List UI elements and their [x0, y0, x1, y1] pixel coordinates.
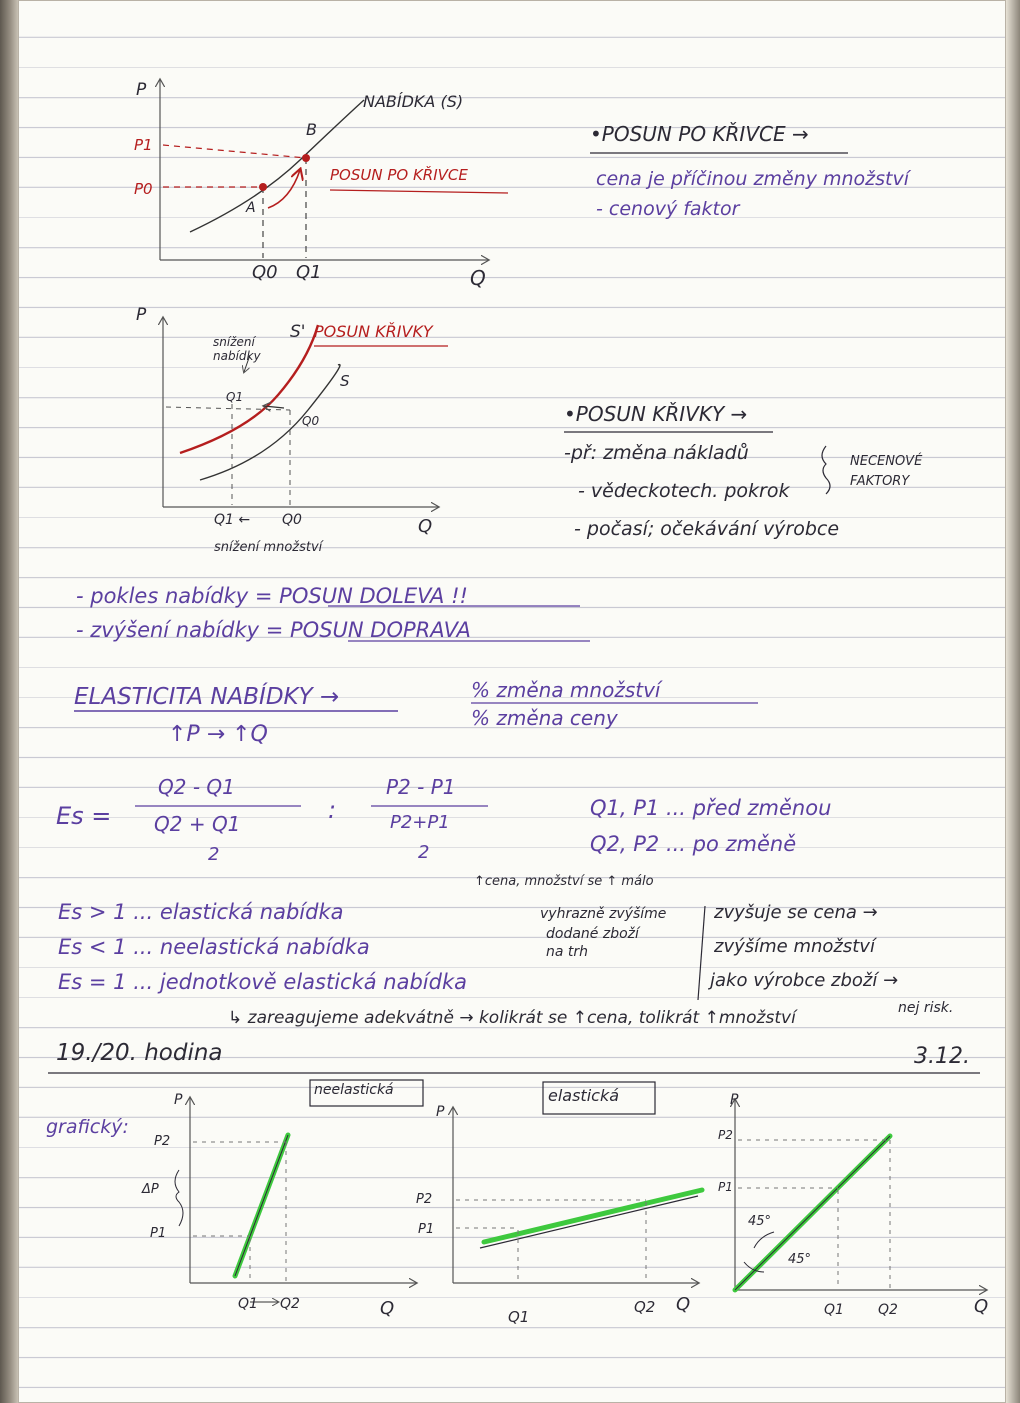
notebook-page — [18, 0, 1006, 1403]
graph2-q1-point: Q1 — [226, 390, 244, 404]
graph1-point-b-label: B — [306, 120, 317, 139]
right-note-1: zvyšuje se cena → — [714, 902, 878, 923]
g2-p: P — [436, 1104, 445, 1120]
elasticity-ratio-top: % změna množství — [471, 678, 661, 702]
formula-num1: Q2 - Q1 — [158, 775, 235, 799]
g1-box: neelastická — [314, 1082, 394, 1098]
notes2-line2: - vědeckotech. pokrok — [578, 480, 790, 502]
graph1-point-a — [259, 183, 267, 191]
formula-num2: P2 - P1 — [386, 775, 456, 799]
g1-p2: P2 — [154, 1134, 171, 1149]
g2-p2: P2 — [416, 1192, 433, 1207]
graph1-p0: P0 — [134, 180, 153, 198]
bottom-graph3-axes — [735, 1100, 986, 1290]
elasticity-title: ELASTICITA NABÍDKY → — [74, 684, 340, 710]
graph2-axis-p: P — [136, 305, 147, 325]
graph2-bottom-note: snížení množství — [214, 540, 323, 555]
graph1-q0: Q0 — [252, 262, 278, 283]
notes1-line2: - cenový faktor — [596, 198, 740, 220]
graph2-axis-q: Q — [418, 516, 433, 537]
g3-q2: Q2 — [878, 1302, 898, 1318]
formula-den2: P2+P1 — [390, 812, 450, 833]
graphs-label: grafický: — [46, 1116, 129, 1138]
formula-colon: : — [328, 796, 337, 824]
formula-lhs: Es = — [56, 802, 112, 830]
formula-den2b: 2 — [418, 842, 430, 863]
adequate-note: ↳ zareagujeme adekvátně → kolikrát se ↑cena, tolikrát ↑množství — [228, 1008, 796, 1028]
graph1-move-arrow — [268, 170, 300, 208]
notebook-binding — [0, 0, 18, 1403]
graph2-left-note: snížení nabídky — [213, 335, 261, 363]
notes1-line1: cena je příčinou změny množství — [596, 168, 910, 190]
shift-line2: - zvýšení nabídky = POSUN DOPRAVA — [76, 618, 471, 642]
g1-p: P — [174, 1092, 183, 1108]
page-edge — [1006, 0, 1020, 1403]
graph2-q1-axis: Q1 ← — [214, 512, 251, 528]
graph2-shift-label: POSUN KŘIVKY — [314, 322, 433, 341]
small-note: ↑cena, množství se ↑ málo — [474, 874, 654, 889]
notes2-line1: -př: změna nákladů — [564, 442, 749, 464]
g1-q: Q — [380, 1298, 395, 1319]
graph1-point-a-label: A — [246, 200, 256, 216]
side-note-1: vyhrazně zvýšíme — [540, 906, 667, 922]
side-note-3: na trh — [546, 944, 589, 960]
g1-q1: Q1 — [238, 1296, 258, 1312]
lesson-title: 19./20. hodina — [56, 1040, 223, 1066]
bottom-graph1-axes — [190, 1098, 416, 1283]
notes2-line3: - počasí; očekávání výrobce — [574, 518, 840, 540]
shift-line1: - pokles nabídky = POSUN DOLEVA !! — [76, 584, 468, 608]
g3-angle1: 45° — [748, 1214, 772, 1229]
g2-q1: Q1 — [508, 1308, 530, 1326]
right-note-2: zvýšíme množství — [714, 936, 875, 957]
formula-legend2: Q2, P2 ... po změně — [590, 832, 797, 856]
formula-den1b: 2 — [208, 844, 220, 865]
g1-q2: Q2 — [280, 1296, 300, 1312]
formula-legend1: Q1, P1 ... před změnou — [590, 796, 832, 820]
graph1-arrow-label: POSUN PO KŘIVCE — [330, 166, 468, 184]
g2-q2: Q2 — [634, 1298, 656, 1316]
g2-q: Q — [676, 1294, 691, 1315]
graph1-p1: P1 — [134, 136, 153, 154]
graph1-axis-q: Q — [470, 266, 486, 290]
g1-dp: ΔP — [142, 1182, 159, 1197]
g2-box: elastická — [548, 1086, 620, 1105]
g3-angle2: 45° — [788, 1252, 812, 1267]
g3-p: P — [730, 1092, 739, 1108]
right-note-3: jako výrobce zboží → — [710, 970, 899, 991]
right-note-4: nej risk. — [898, 1000, 954, 1016]
notes1-heading: •POSUN PO KŘIVCE → — [590, 122, 809, 146]
graph1-dashes — [163, 145, 306, 187]
g3-p2: P2 — [718, 1128, 733, 1142]
elasticity-arrows: ↑P → ↑Q — [168, 722, 268, 747]
bottom-graph2-line — [484, 1190, 702, 1242]
lesson-date: 3.12. — [914, 1044, 970, 1069]
graph1-q1: Q1 — [296, 262, 322, 283]
graph2-s: S — [340, 372, 350, 390]
formula-den1: Q2 + Q1 — [154, 812, 241, 836]
g3-q1: Q1 — [824, 1302, 844, 1318]
g1-p1: P1 — [150, 1226, 167, 1241]
graph2-s-prime: S' — [290, 322, 306, 342]
case-3: Es = 1 ... jednotkově elastická nabídka — [58, 970, 467, 994]
graph1-curve-label: NABÍDKA (S) — [363, 92, 464, 111]
graph2-q0-axis: Q0 — [282, 512, 302, 528]
elasticity-ratio-bottom: % změna ceny — [471, 706, 618, 730]
graph1-point-b — [302, 154, 310, 162]
graph2-q0-point: Q0 — [302, 414, 320, 428]
g3-q: Q — [974, 1296, 989, 1317]
case-2: Es < 1 ... neelastická nabídka — [58, 935, 370, 959]
case-1: Es > 1 ... elastická nabídka — [58, 900, 344, 924]
notes2-heading: •POSUN KŘIVKY → — [564, 402, 748, 426]
bottom-graph2-axes — [453, 1108, 698, 1283]
side-note-2: dodané zboží — [546, 926, 639, 942]
g2-p1: P1 — [418, 1222, 435, 1237]
notes2-bracket-label: NECENOVÉ FAKTORY — [850, 454, 923, 489]
g3-p1: P1 — [718, 1180, 733, 1194]
graph1-axis-p: P — [136, 80, 147, 100]
